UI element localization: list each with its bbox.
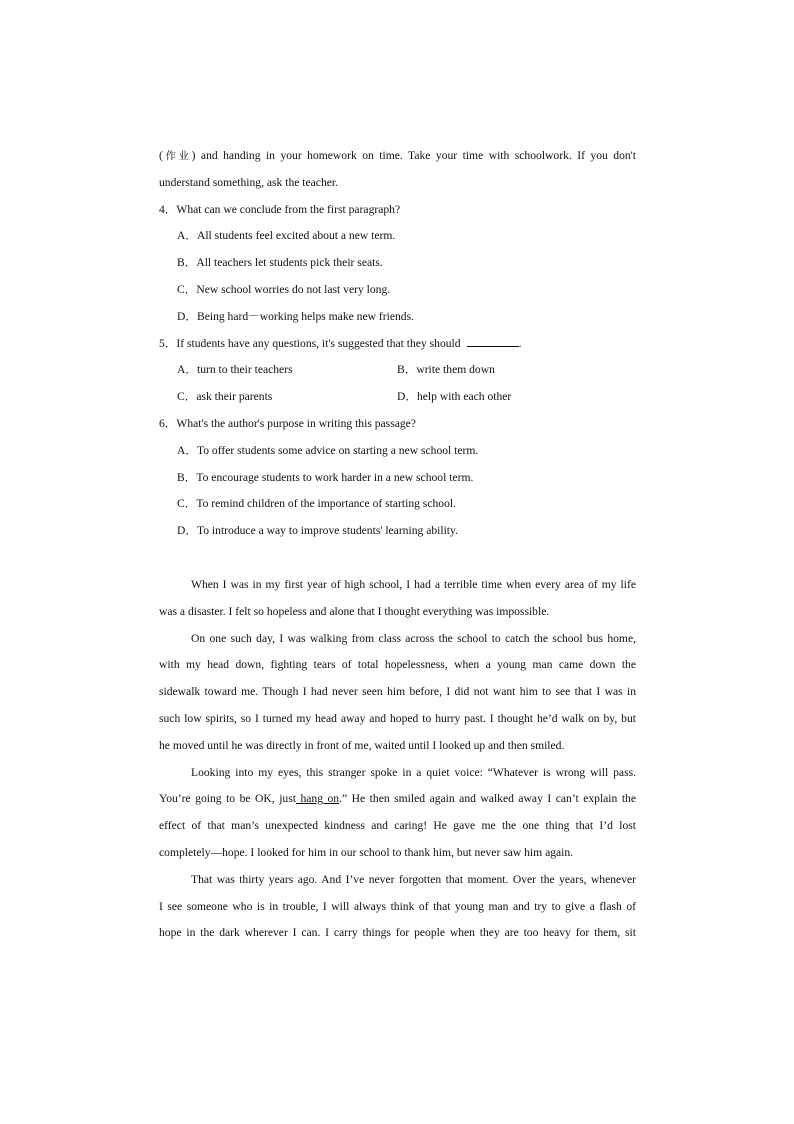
passage-p3-line-2 [159,786,636,813]
passage-p2-line-5: he moved until he was directly in front of me, waited until I looked up and then smiled. [159,738,565,752]
question-4-option-d: D．Being hard－working helps make new friends. [177,309,414,323]
question-5-options-row-1 [159,357,636,384]
cjk-gloss: 作业 [162,150,192,162]
question-5-option-c: C．ask their parents [177,390,273,404]
question-5-option-b: B．write them down [397,363,495,377]
passage-p3-line-2-after: .” He then smiled again and walked away I can’t explain the [339,792,636,806]
question-4-option-c: C．New school worries do not last very long. [177,282,391,296]
question-5-stem-end: . [518,336,522,350]
continuation-line-1-text: ) and handing in your homework on time. Take your time with schoolwork. If you don't [191,149,636,162]
answer-blank [467,334,519,347]
question-4-option-a: A．All students feel excited about a new term. [177,229,396,243]
passage-p3-line-1: Looking into my eyes, this stranger spoke in a quiet voice: “Whatever is wrong will pass. [191,765,636,779]
question-6-option-c: C．To remind children of the importance of starting school. [177,497,456,511]
passage-p2-line-1: On one such day, I was walking from class across the school to catch the school bus home, [191,631,636,645]
passage-p2-line-2: with my head down, fighting tears of total hopelessness, when a young man came down the [159,658,636,672]
passage-p1-line-2: was a disaster. I felt so hopeless and alone that I thought everything was impossible. [159,604,550,618]
passage-p4-line-3: hope in the dark wherever I can. I carry things for people when they are too heavy for them, sit [159,926,636,940]
section-gap [159,545,636,572]
question-5-option-a: A．turn to their teachers [177,363,293,377]
question-4-stem: 4．What can we conclude from the first paragraph? [159,202,401,216]
question-6-option-a: A．To offer students some advice on starting a new school term. [177,443,479,457]
question-5-option-d: D．help with each other [397,390,512,404]
question-4-option-b: B．All teachers let students pick their seats. [177,256,383,270]
passage-p3-line-3: effect of that man’s unexpected kindness and caring! He gave me the one thing that I’d lost [159,819,636,833]
passage-p1-line-1: When I was in my first year of high school, I had a terrible time when every area of my life [191,577,636,591]
passage-p3-line-4: completely—hope. I looked for him in our school to thank him, but never saw him again. [159,845,574,859]
page-content [159,143,636,947]
question-5-options-row-2 [159,384,636,411]
question-6-option-b: B．To encourage students to work harder in a new school term. [177,470,474,484]
passage-p3-line-2-before: You’re going to be OK, just [159,792,296,806]
question-5-stem-text: 5．If students have any questions, it's suggested that they should [159,336,461,350]
underlined-phrase: hang on [295,792,340,806]
passage-p2-line-3: sidewalk toward me. Though I had never seen him before, I did not want him to see that I was in [159,685,636,699]
continuation-line-1 [159,143,636,170]
continuation-line-2: understand something, ask the teacher. [159,175,339,189]
passage-p4-line-1: That was thirty years ago. And I’ve never forgotten that moment. Over the years, whenever [191,872,636,886]
question-5-stem [159,331,636,358]
passage-p2-line-4: such low spirits, so I turned my head away and hoped to hurry past. I thought he’d walk on by, but [159,711,636,725]
passage-p4-line-2: I see someone who is in trouble, I will always think of that young man and try to give a flash of [159,899,636,913]
question-6-option-d: D．To introduce a way to improve students' learning ability. [177,524,458,538]
question-6-stem: 6．What's the author's purpose in writing this passage? [159,416,416,430]
paren-open: ( [159,149,163,162]
